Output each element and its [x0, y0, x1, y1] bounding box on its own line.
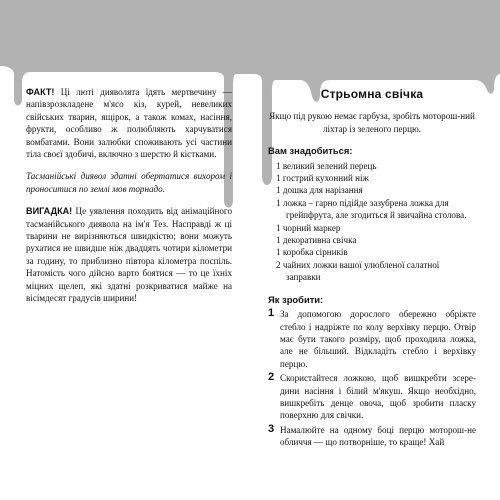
fiction-paragraph: [26, 205, 232, 304]
steps-heading: Як зробити:: [268, 293, 324, 305]
left-column: [26, 86, 232, 315]
step-text: Намалюйте на одному боці перцю моторош-не обличчя — що потворніше, то краще! Хай: [280, 424, 476, 448]
fact-text: Ці люті дияволята їдять мертвечину — напівзрозкладене м'ясо кіз, курей, невеликих свійських тварин, ящірок, а також комах, насіння, фрукти, особливо ж полюбляють харчуватися вомбатами. Вони залюбки споживають усі частини тіла своєї здобичі, включно з шерстю й кістками.: [26, 87, 232, 160]
list-item: 1 чорний маркер: [276, 222, 341, 233]
step-item: [268, 424, 476, 449]
needs-list: [268, 160, 476, 284]
fiction-lead: ВИГАДКА!: [26, 206, 73, 217]
list-item: 1 великий зелений перець: [276, 160, 377, 171]
list-item: 1 коробка сірників: [276, 247, 348, 258]
list-item: 1 ложка – гарно підійде зазубрена ложка для грейпфрута, але згодиться й звичайна столова.: [276, 197, 467, 221]
fiction-text: Це уявлення походить від анімаційного тасманійського диявола на ім'я Тез. Насправді ж ці тварини не вирізняються швидкістю; вони можуть рухатися не швидше ніж двадцять чотири кілометри за годину, то приблизно півтора кілометра поспіль. Натомість чого дійсно варто боятися — то це їхніх міцних щелеп, які здатні розкриватися майже на вісімдесят градусів ширини!: [26, 206, 232, 304]
step-text: Скористайтеся ложкою, щоб вишкребти зсере-дини насіння і білий м'якуш. Якщо необхідно, вишкребіть денце овоча, щоб зробити пласку поверхню для свічки.: [280, 373, 476, 421]
list-item: 2 чайних ложки вашої улюбленої салатної заправки: [276, 259, 440, 283]
right-column: [268, 88, 476, 451]
intro-text: Якщо під рукою немає гарбуза, зробіть моторош-ний ліхтар із зеленого перцю.: [269, 111, 475, 134]
step-item: [268, 308, 476, 370]
page-title: Стрьомна свічка: [320, 87, 424, 101]
step-number: 2: [268, 371, 275, 384]
step-item: [268, 372, 476, 422]
fact-lead: ФАКТ!: [26, 87, 55, 97]
needs-heading: Вам знадобиться:: [268, 145, 353, 157]
myth-statement: Тасманійські диявол здатні обертатися вихором і проноситися по землі мов торнадо.: [26, 171, 232, 194]
list-item: 1 дошка для нарізання: [276, 185, 363, 196]
step-number: 3: [268, 422, 275, 435]
steps-list: [268, 308, 476, 448]
fact-paragraph: [26, 86, 232, 160]
list-item: 1 декоративна свічка: [276, 235, 357, 246]
step-text: За допомогою дорослого обережно обріжте стебло і надріжте по колу верхівку перцю. Отвір має бути такого розміру, щоб проходила ложка, але не більший. Відкладіть стебло і верхівку перцю.: [280, 309, 476, 369]
list-item: 1 гострий кухонний ніж: [276, 173, 369, 184]
step-number: 1: [268, 307, 275, 320]
